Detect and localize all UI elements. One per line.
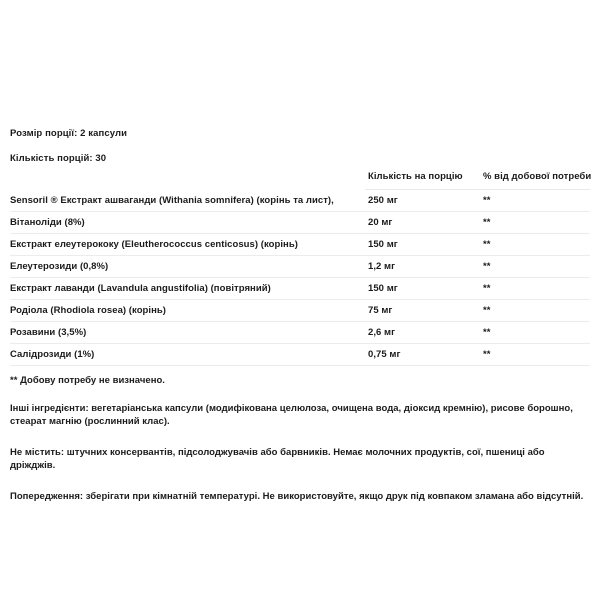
ingredient-daily-value: ** bbox=[475, 278, 590, 300]
ingredient-name: Родіола (Rhodiola rosea) (корінь) bbox=[10, 300, 365, 322]
ingredient-amount: 75 мг bbox=[365, 300, 475, 322]
supplement-facts-table bbox=[10, 163, 590, 366]
table-row bbox=[10, 234, 590, 256]
table-row bbox=[10, 344, 590, 366]
ingredient-name: Розавини (3,5%) bbox=[10, 322, 365, 344]
table-row bbox=[10, 300, 590, 322]
ingredient-amount: 2,6 мг bbox=[365, 322, 475, 344]
ingredient-amount: 20 мг bbox=[365, 212, 475, 234]
ingredient-daily-value: ** bbox=[475, 344, 590, 366]
table-row bbox=[10, 322, 590, 344]
table-header bbox=[10, 163, 590, 190]
ingredient-amount: 150 мг bbox=[365, 234, 475, 256]
ingredient-amount: 0,75 мг bbox=[365, 344, 475, 366]
table-row bbox=[10, 212, 590, 234]
ingredient-amount: 1,2 мг bbox=[365, 256, 475, 278]
ingredient-daily-value: ** bbox=[475, 212, 590, 234]
ingredient-name: Вітаноліди (8%) bbox=[10, 212, 365, 234]
daily-value-footnote: ** Добову потребу не визначено. bbox=[10, 375, 165, 386]
column-header-ingredient bbox=[10, 163, 365, 190]
ingredient-name: Салідрозиди (1%) bbox=[10, 344, 365, 366]
column-header-amount-per-serving: Кількість на порцію bbox=[365, 163, 475, 190]
ingredient-daily-value: ** bbox=[475, 322, 590, 344]
table-row bbox=[10, 190, 590, 212]
table-header-row bbox=[10, 163, 590, 190]
ingredient-amount: 150 мг bbox=[365, 278, 475, 300]
ingredient-name: Елеутерозиди (0,8%) bbox=[10, 256, 365, 278]
servings-per-container-line: Кількість порцій: 30 bbox=[10, 153, 107, 164]
ingredient-daily-value: ** bbox=[475, 300, 590, 322]
free-from-text: Не містить: штучних консервантів, підсолоджувачів або барвників. Немає молочних продуктів, сої, пшениці або дріжджів. bbox=[10, 446, 545, 471]
ingredient-daily-value: ** bbox=[475, 190, 590, 212]
ingredient-amount: 250 мг bbox=[365, 190, 475, 212]
serving-size-line: Розмір порції: 2 капсули bbox=[10, 128, 128, 139]
table-row bbox=[10, 256, 590, 278]
warning-text: Попередження: зберігати при кімнатній температурі. Не використовуйте, якщо друк під ковпаком зламана або відсутній. bbox=[10, 490, 584, 502]
ingredient-name: Екстракт лаванди (Lavandula angustifolia) (повітряний) bbox=[10, 278, 365, 300]
ingredient-daily-value: ** bbox=[475, 234, 590, 256]
ingredient-name: Екстракт елеутерококу (Eleutherococcus centicosus) (корінь) bbox=[10, 234, 365, 256]
table-body bbox=[10, 190, 590, 366]
ingredient-daily-value: ** bbox=[475, 256, 590, 278]
ingredient-name: Sensoril ® Екстракт ашваганди (Withania somnifera) (корінь та лист), bbox=[10, 190, 365, 212]
other-ingredients-text: Інші інгредієнти: вегетаріанська капсули (модифікована целюлоза, очищена вода, діоксид кремнію), рисове борошно, стеарат магнію (рослинний клас). bbox=[10, 402, 573, 427]
table-row bbox=[10, 278, 590, 300]
notes-section bbox=[10, 374, 592, 503]
column-header-percent-daily-value: % від добової потреби bbox=[475, 163, 590, 190]
